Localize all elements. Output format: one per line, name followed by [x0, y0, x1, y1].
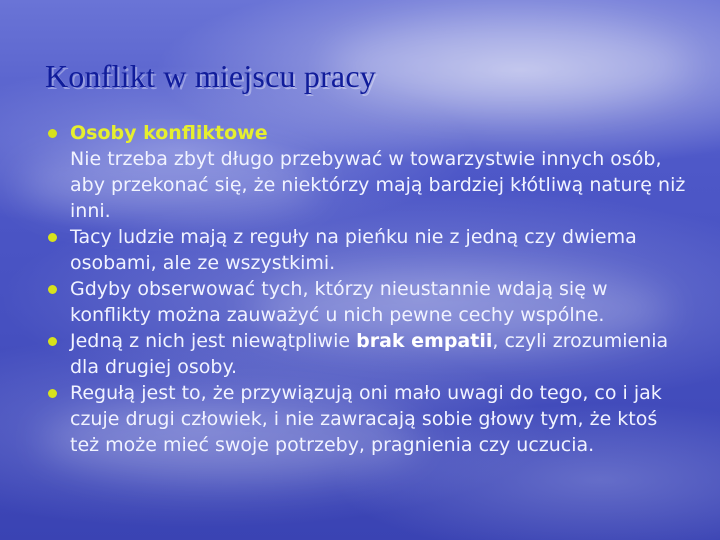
bullet-dot-icon — [48, 389, 57, 398]
bullet-item — [48, 276, 688, 328]
bullet-text: Tacy ludzie mają z reguły na pieńku nie z jedną czy dwiema osobami, ale ze wszystkimi. — [70, 226, 637, 274]
bullet-text: Nie trzeba zbyt długo przebywać w towarzystwie innych osób, aby przekonać się, że niektórzy mają bardziej kłótliwą naturę niż inni. — [70, 148, 686, 222]
bullet-text: Regułą jest to, że przywiązują oni mało uwagi do tego, co i jak czuje drugi człowiek, i nie zawracają sobie głowy tym, że ktoś też może mieć swoje potrzeby, pragnienia czy uczucia. — [70, 382, 662, 456]
bullet-dot-icon — [48, 285, 57, 294]
bullet-bold-phrase: brak empatii — [356, 330, 493, 352]
cloud-decoration — [330, 20, 690, 110]
bullet-item — [48, 328, 688, 380]
bullet-item — [48, 380, 688, 458]
bullet-text: Gdyby obserwować tych, którzy nieustannie wdają się w konflikty można zauważyć u nich pewne cechy wspólne. — [70, 278, 608, 326]
bullet-dot-icon — [48, 233, 57, 242]
bullet-dot-icon — [48, 129, 57, 138]
bullet-heading: Osoby konfliktowe — [70, 122, 268, 144]
bullet-item — [48, 224, 688, 276]
slide-title: Konflikt w miejscu pracy — [45, 58, 376, 94]
bullet-dot-icon — [48, 337, 57, 346]
bullet-text-after: , czyli zrozumienia dla drugiej osoby. — [70, 330, 669, 378]
bullet-item — [48, 120, 688, 224]
bullet-text-before: Jedną z nich jest niewątpliwie — [70, 330, 357, 352]
bullet-list — [48, 120, 688, 458]
